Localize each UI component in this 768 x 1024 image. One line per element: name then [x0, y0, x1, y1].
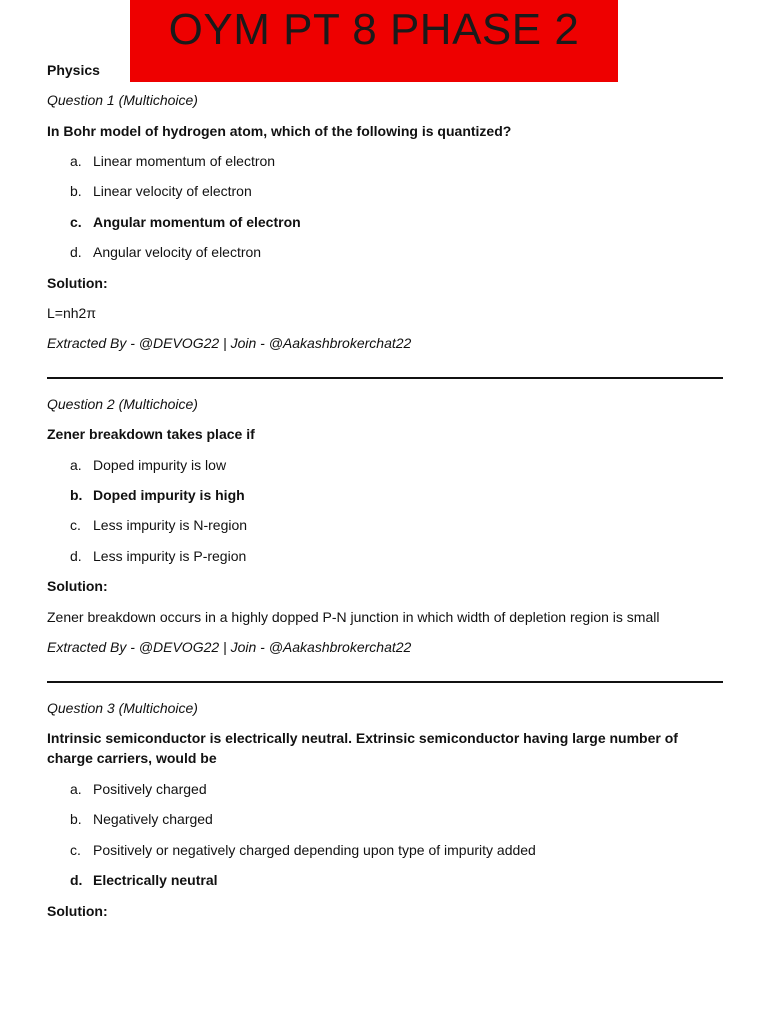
option-letter: b. [70, 487, 83, 503]
option-text: Angular velocity of electron [93, 244, 262, 260]
question-text: Zener breakdown takes place if [47, 426, 255, 442]
option-text: Less impurity is N-region [93, 517, 248, 533]
question-heading: Question 3 (Multichoice) [47, 700, 198, 716]
option-b-correct [70, 485, 245, 505]
option-b [70, 809, 213, 829]
question-heading: Question 1 (Multichoice) [47, 92, 198, 108]
option-c [70, 515, 247, 535]
option-letter: b. [70, 811, 82, 827]
option-d [70, 546, 246, 566]
option-d-correct [70, 870, 218, 890]
option-text: Doped impurity is high [93, 487, 245, 503]
title-banner [130, 0, 618, 82]
option-text: Linear velocity of electron [93, 183, 252, 199]
option-letter: c. [70, 517, 81, 533]
page-title: OYM PT 8 PHASE 2 [168, 5, 580, 54]
option-text: Negatively charged [93, 811, 213, 827]
option-a [70, 151, 275, 171]
solution-text: Zener breakdown occurs in a highly dopped P-N junction in which width of depletion region is small [47, 609, 660, 625]
option-b [70, 181, 252, 201]
option-letter: d. [70, 548, 82, 564]
credit-line: Extracted By - @DEVOG22 | Join - @Aakashbrokerchat22 [47, 335, 412, 351]
option-c [70, 840, 536, 860]
option-letter: a. [70, 153, 82, 169]
option-text: Less impurity is P-region [93, 548, 247, 564]
option-letter: a. [70, 781, 82, 797]
option-text: Electrically neutral [93, 872, 218, 888]
option-a [70, 455, 226, 475]
question-text: In Bohr model of hydrogen atom, which of the following is quantized? [47, 123, 512, 139]
option-text: Doped impurity is low [93, 457, 227, 473]
question-text: Intrinsic semiconductor is electrically neutral. Extrinsic semiconductor having large number of charge carriers, would be [47, 730, 678, 766]
credit-line: Extracted By - @DEVOG22 | Join - @Aakashbrokerchat22 [47, 639, 412, 655]
question-heading: Question 2 (Multichoice) [47, 396, 198, 412]
option-letter: d. [70, 244, 82, 260]
subject-label: Physics [47, 62, 100, 78]
solution-label: Solution: [47, 903, 108, 919]
option-text: Angular momentum of electron [93, 214, 301, 230]
solution-label: Solution: [47, 578, 108, 594]
option-letter: c. [70, 842, 81, 858]
option-letter: c. [70, 214, 82, 230]
option-letter: a. [70, 457, 82, 473]
option-text: Positively charged [93, 781, 207, 797]
option-c-correct [70, 212, 301, 232]
option-text: Linear momentum of electron [93, 153, 276, 169]
solution-label: Solution: [47, 275, 108, 291]
option-text: Positively or negatively charged depending upon type of impurity added [93, 842, 536, 858]
option-a [70, 779, 207, 799]
divider [47, 681, 723, 683]
option-letter: b. [70, 183, 82, 199]
divider [47, 377, 723, 379]
option-letter: d. [70, 872, 83, 888]
option-d [70, 242, 261, 262]
solution-text: L=nh2π [47, 305, 96, 321]
